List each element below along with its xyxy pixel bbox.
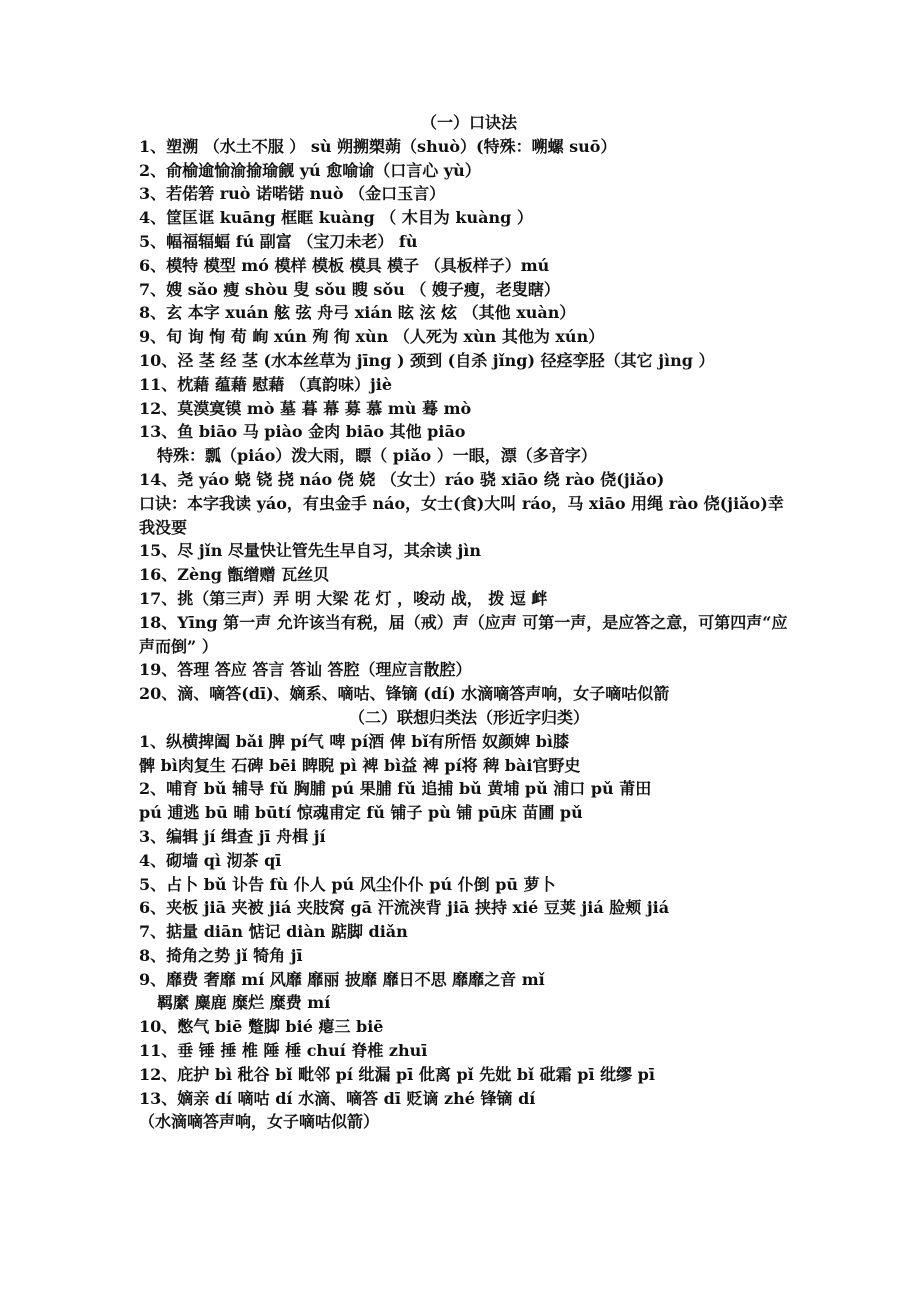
rule-line-16: 16、Zèng 甑缯赠 瓦丝贝 (139, 565, 330, 585)
group-line-9-cont: 羁縻 麋鹿 糜烂 糜费 mí (157, 993, 331, 1013)
section-1-heading: （一）口诀法 (420, 113, 517, 132)
rule-line-8: 8、玄 本字 xuán 舷 弦 舟弓 xián 眩 泫 炫 （其他 xuàn） (139, 303, 576, 323)
rule-line-14-mnemonic: 口诀：本字我读 yáo，有虫金手 náo，女士(食)大叫 ráo，马 xiāo 用绳 rào 侥(jiǎo)幸我没要 (139, 493, 784, 537)
rule-line-13: 13、鱼 biāo 马 piào 金肉 biāo 其他 piāo (139, 422, 466, 442)
group-line-5: 5、占卜 bǔ 讣告 fù 仆人 pú 风尘仆仆 pú 仆倒 pū 萝卜 (139, 874, 556, 894)
rule-line-9: 9、旬 询 恂 荀 峋 xún 殉 徇 xùn （人死为 xùn 其他为 xún） (139, 327, 605, 347)
group-line-9: 9、靡费 奢靡 mí 风靡 靡丽 披靡 靡日不思 靡靡之音 mǐ (139, 969, 545, 989)
rule-line-2: 2、俞榆逾愉渝揄瑜觎 yú 愈喻谕（口言心 yù） (139, 160, 481, 180)
rule-line-7: 7、嫂 sǎo 瘦 shòu 叟 sǒu 瞍 sǒu （ 嫂子瘦，老叟瞎） (139, 279, 560, 299)
document-page (139, 111, 799, 1134)
group-line-4: 4、砌墙 qì 沏茶 qī (139, 850, 282, 870)
group-line-6: 6、夹板 jiā 夹被 jiá 夹肢窝 gā 汗流浃背 jiā 挟持 xié 豆荚 jiá 脸颊 jiá (139, 898, 670, 918)
rule-line-15: 15、尽 jǐn 尽量快让管先生早自习，其余读 jìn (139, 541, 481, 561)
group-line-13-cont: （水滴嘀答声响，女子嘀咕似箭） (139, 1112, 380, 1132)
rule-line-12: 12、莫漠寞镆 mò 墓 暮 幕 募 慕 mù 蓦 mò (139, 398, 472, 418)
rule-line-4: 4、筐匡诓 kuāng 框眶 kuàng （ 木目为 kuàng ） (139, 208, 533, 228)
rule-line-17: 17、挑（第三声）弄 明 大梁 花 灯 ，唆动 战， 拨 逗 衅 (139, 588, 548, 608)
group-line-8: 8、掎角之势 jǐ 犄角 jī (139, 945, 303, 965)
group-line-1: 1、纵横捭阖 bǎi 脾 pí气 啤 pí酒 俾 bǐ有所悟 奴颜婢 bì膝 (139, 731, 569, 751)
rule-line-1: 1、塑溯 （水土不服 ） sù 朔搠槊蒴（shuò）(特殊：嗍螺 suō） (139, 136, 617, 156)
group-line-13: 13、嫡亲 dí 嘀咕 dí 水滴、嘀答 dī 贬谪 zhé 锋镝 dí (139, 1088, 536, 1108)
group-line-3: 3、编辑 jí 缉查 jī 舟楫 jí (139, 826, 326, 846)
rule-line-6: 6、模特 模型 mó 模样 模板 模具 模子 （具板样子）mú (139, 255, 550, 275)
rule-line-20: 20、滴、嘀答(dī)、嫡系、嘀咕、锋镝 (dí) 水滴嘀答声响，女子嘀咕似箭 (139, 684, 670, 704)
group-line-2-cont: pú 逋逃 bū 晡 būtí 惊魂甫定 fǔ 铺子 pù 铺 pū床 苗圃 pǔ (139, 803, 583, 823)
group-line-1-cont: 髀 bì肉复生 石碑 bēi 睥睨 pì 裨 bì益 裨 pí将 稗 bài官野史 (139, 755, 581, 775)
group-line-2: 2、哺育 bǔ 辅导 fǔ 胸脯 pú 果脯 fǔ 追捕 bǔ 黄埔 pǔ 浦口 pǔ 莆田 (139, 779, 652, 799)
rule-line-13-special: 特殊：瓢（piáo）泼大雨，瞟（ piǎo ）一眼，漂（多音字） (157, 446, 597, 466)
group-line-10: 10、憋气 biē 蹩脚 bié 瘪三 biē (139, 1017, 384, 1037)
rule-line-11: 11、枕藉 蕴藉 慰藉 （真韵味）jiè (139, 374, 393, 394)
rule-line-10: 10、泾 茎 经 茎 (水本丝草为 jīng ) 颈到 (自杀 jǐng) 径痉孪胫（其它 jìng ） (139, 350, 715, 370)
section-2-heading: （二）联想归类法（形近字归类） (348, 707, 589, 727)
group-line-12: 12、庇护 bì 秕谷 bǐ 毗邻 pí 纰漏 pī 仳离 pǐ 先妣 bǐ 砒霜 pī 纰缪 pī (139, 1064, 655, 1084)
rule-line-5: 5、幅福辐蝠 fú 副富 （宝刀未老） fù (139, 231, 418, 251)
rule-line-19: 19、答理 答应 答言 答讪 答腔（理应言散腔） (139, 660, 472, 680)
group-line-11: 11、垂 锤 捶 椎 陲 棰 chuí 脊椎 zhuī (139, 1041, 428, 1061)
group-line-7: 7、掂量 diān 惦记 diàn 踮脚 diǎn (139, 922, 408, 942)
rule-line-3: 3、若偌箬 ruò 诺喏锘 nuò （金口玉言） (139, 184, 446, 204)
rule-line-14: 14、尧 yáo 蛲 铙 挠 náo 侥 娆 （女士）ráo 骁 xiāo 绕 rào 侥(jiǎo) (139, 469, 665, 489)
rule-line-18: 18、Yīng 第一声 允许该当有税，届（戒）声（应声 可第一声，是应答之意，可第四声“应声而倒” ） (139, 612, 788, 656)
